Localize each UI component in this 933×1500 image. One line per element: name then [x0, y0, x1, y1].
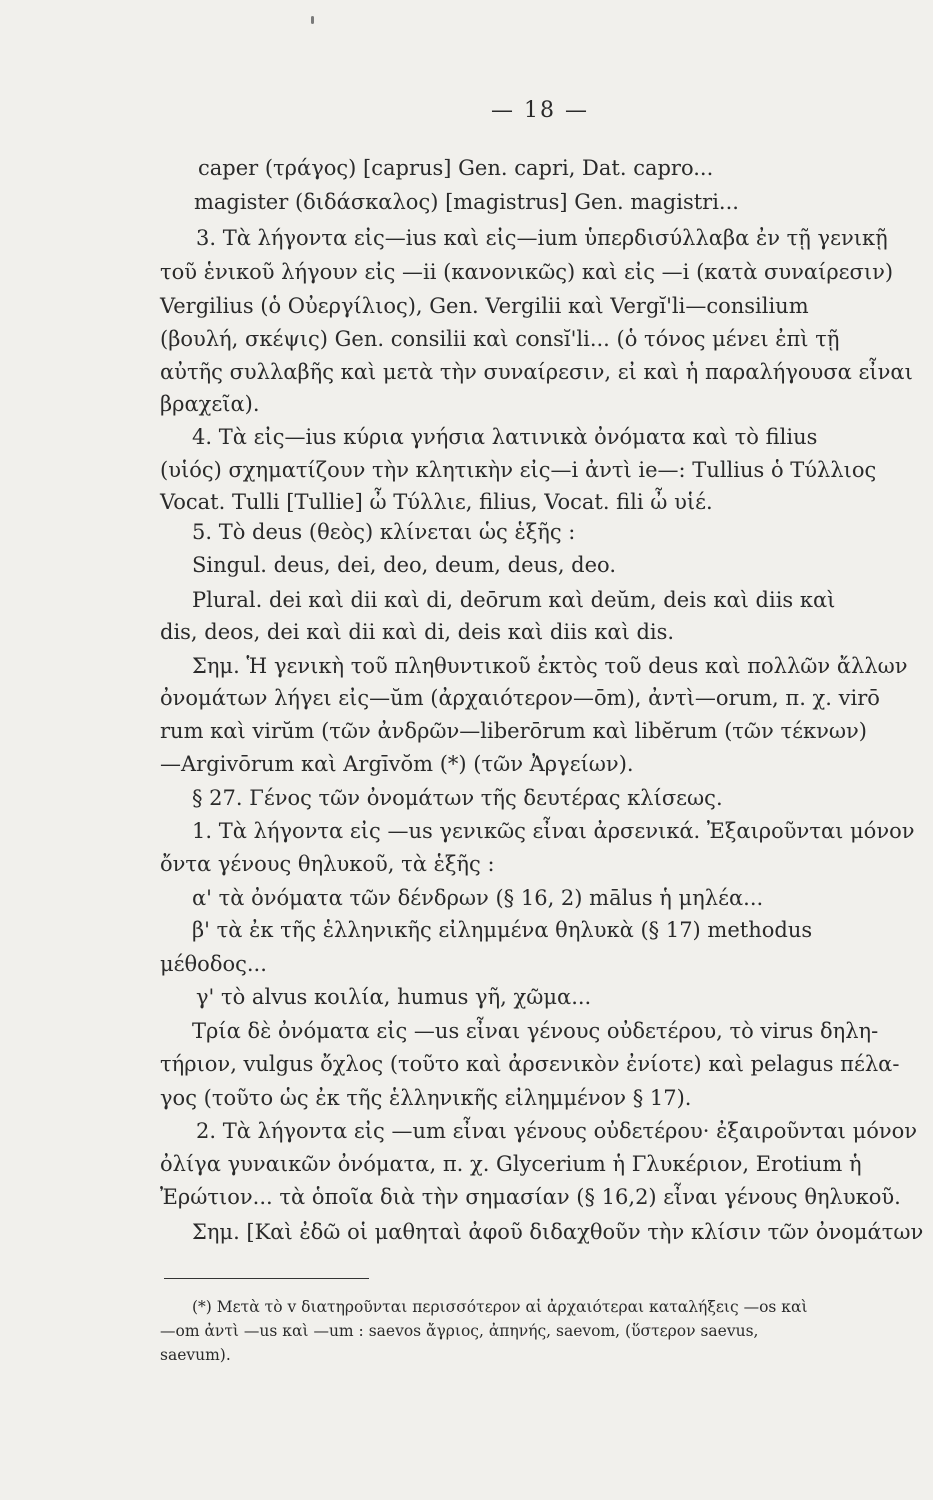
text-line: τοῦ ἑνικοῦ λήγουν εἰς —ii (κανονικῶς) καὶ εἰς —i (κατὰ συναίρεσιν): [160, 260, 894, 284]
text-line: Ἐρώτιον... τὰ ὁποῖα διὰ τὴν σημασίαν (§ 16,2) εἶναι γένους θηλυκοῦ.: [160, 1185, 901, 1209]
text-line: Vergilius (ὁ Οὐεργίλιος), Gen. Vergilii καὶ Vergĭ'li—consilium: [160, 294, 809, 318]
text-line: Τρία δὲ ὀνόματα εἰς —us εἶναι γένους οὐδετέρου, τὸ virus δηλη-: [192, 1019, 879, 1043]
text-line: magister (διδάσκαλος) [magistrus] Gen. magistri...: [194, 190, 739, 214]
text-line: αὐτῆς συλλαβῆς καὶ μετὰ τὴν συναίρεσιν, εἰ καὶ ἡ παραλήγουσα εἶναι: [160, 360, 913, 384]
footnote-line: (*) Μετὰ τὸ v διατηροῦνται περισσότερον αἱ ἀρχαιότεραι καταλήξεις —os καὶ: [192, 1298, 808, 1316]
section-heading: § 27. Γένος τῶν ὀνομάτων τῆς δευτέρας κλίσεως.: [192, 786, 723, 810]
text-line: Σημ. [Καὶ ἐδῶ οἱ μαθηταὶ ἀφοῦ διδαχθοῦν τὴν κλίσιν τῶν ὀνομάτων: [192, 1220, 924, 1244]
text-line: 1. Τὰ λήγοντα εἰς —us γενικῶς εἶναι ἀρσενικά. Ἐξαιροῦνται μόνον: [192, 819, 915, 843]
text-line: —Argivōrum καὶ Argīvŏm (*) (τῶν Ἀργείων).: [160, 752, 634, 776]
text-line: 5. Τὸ deus (θεὸς) κλίνεται ὡς ἑξῆς :: [192, 520, 576, 544]
footnote-line: —om ἀντὶ —us καὶ —um : saevos ἄγριος, ἀπηνής, saevom, (ὕστερον saevus,: [160, 1322, 759, 1340]
text-line: μέθοδος...: [160, 952, 267, 976]
text-line: 4. Τὰ εἰς—ius κύρια γνήσια λατινικὰ ὀνόματα καὶ τὸ filius: [192, 425, 818, 449]
text-line: γος (τοῦτο ὡς ἐκ τῆς ἑλληνικῆς εἰλημμένον § 17).: [160, 1086, 692, 1110]
text-line: ὀλίγα γυναικῶν ὀνόματα, π. χ. Glycerium ἡ Γλυκέριον, Erotium ἡ: [160, 1152, 862, 1176]
text-line: Σημ. Ἡ γενικὴ τοῦ πληθυντικοῦ ἐκτὸς τοῦ deus καὶ πολλῶν ἄλλων: [192, 654, 908, 678]
text-line: (βουλή, σκέψις) Gen. consilii καὶ consĭ'li... (ὁ τόνος μένει ἐπὶ τῇ: [160, 327, 840, 351]
text-line: γ' τὸ alvus κοιλία, humus γῆ, χῶμα...: [196, 985, 592, 1009]
text-line: 3. Τὰ λήγοντα εἰς—ius καὶ εἰς—ium ὑπερδισύλλαβα ἐν τῇ γενικῇ: [196, 226, 888, 250]
text-line: Singul. deus, dei, deo, deum, deus, deo.: [192, 553, 616, 577]
text-line: rum καὶ virŭm (τῶν ἀνδρῶν—liberōrum καὶ libĕrum (τῶν τέκνων): [160, 719, 867, 743]
ink-speck: [311, 16, 314, 24]
footnote-line: saevum).: [160, 1346, 231, 1364]
text-line: ὀνομάτων λήγει εἰς—ŭm (ἀρχαιότερον—ōm), ἀντὶ—orum, π. χ. virō: [160, 686, 880, 710]
page-number: — 18 —: [491, 98, 589, 123]
footnote-separator: [164, 1278, 369, 1279]
text-line: βραχεῖα).: [160, 392, 260, 416]
text-line: dis, deos, dei καὶ dii καὶ di, deis καὶ diis καὶ dis.: [160, 620, 675, 644]
text-line: τήριον, vulgus ὄχλος (τοῦτο καὶ ἀρσενικὸν ἐνίοτε) καὶ pelagus πέλα-: [160, 1052, 900, 1076]
text-line: β' τὰ ἐκ τῆς ἑλληνικῆς εἰλημμένα θηλυκὰ (§ 17) methodus: [192, 918, 813, 942]
text-line: caper (τράγος) [caprus] Gen. capri, Dat. capro...: [198, 156, 714, 180]
text-line: 2. Τὰ λήγοντα εἰς —um εἶναι γένους οὐδετέρου· ἐξαιροῦνται μόνον: [196, 1119, 918, 1143]
text-line: ὄντα γένους θηλυκοῦ, τὰ ἑξῆς :: [160, 852, 495, 876]
text-line: α' τὰ ὀνόματα τῶν δένδρων (§ 16, 2) mālus ἡ μηλέα...: [192, 886, 764, 910]
text-line: Vocat. Tulli [Tullie] ὦ Τύλλιε, filius, Vocat. fili ὦ υἱέ.: [160, 490, 713, 514]
text-line: Plural. dei καὶ dii καὶ di, deōrum καὶ deŭm, deis καὶ diis καὶ: [192, 588, 836, 612]
text-line: (υἱός) σχηματίζουν τὴν κλητικὴν εἰς—i ἀντὶ ie—: Tullius ὁ Τύλλιος: [160, 458, 877, 482]
